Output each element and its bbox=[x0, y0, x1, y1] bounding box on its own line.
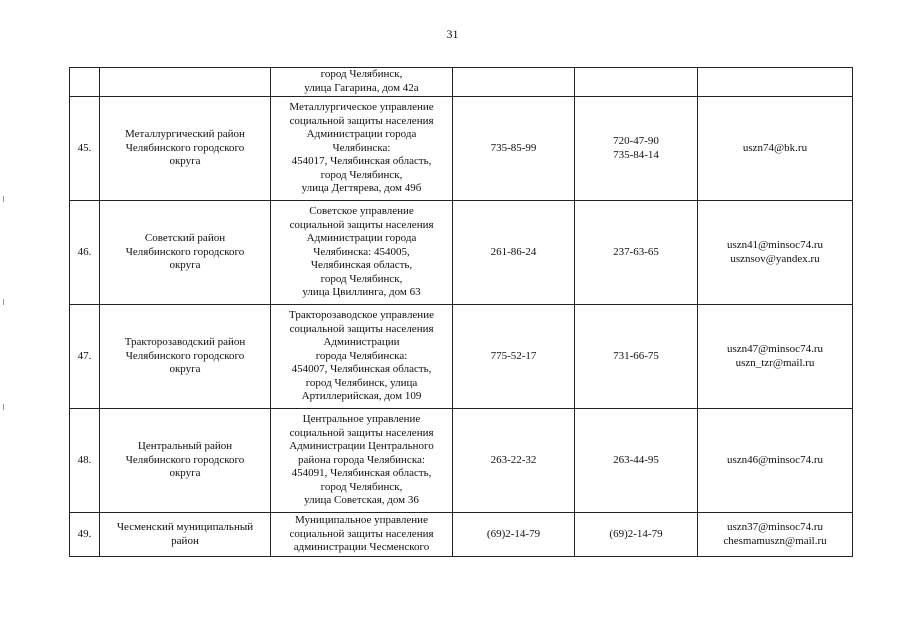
margin-mark bbox=[3, 404, 4, 410]
email-line: uszn47@minsoc74.ru bbox=[727, 342, 823, 355]
email-cell bbox=[698, 68, 853, 97]
district-cell bbox=[100, 305, 271, 409]
address-line: администрации Чесменского bbox=[293, 541, 430, 554]
address-cell bbox=[271, 513, 453, 557]
address-line: Тракторозаводское управление bbox=[289, 308, 434, 321]
row-number-cell: 45. bbox=[70, 97, 100, 201]
row-number-cell: 46. bbox=[70, 201, 100, 305]
address-line: Металлургическое управление bbox=[289, 100, 434, 113]
address-line: Муниципальное управление bbox=[295, 514, 428, 527]
address-line: социальной защиты населения bbox=[289, 426, 434, 439]
address-line: Челябинская область, bbox=[310, 259, 413, 272]
page-number: 31 bbox=[446, 27, 459, 41]
phone-cell bbox=[453, 201, 575, 305]
address-cell bbox=[271, 409, 453, 513]
district-line: Тракторозаводский район bbox=[124, 336, 246, 349]
phone-cell bbox=[453, 68, 575, 97]
address-line: социальной защиты населения bbox=[289, 527, 434, 540]
fax-cell bbox=[575, 305, 698, 409]
table-row bbox=[70, 201, 853, 305]
email-line: uszn37@minsoc74.ru bbox=[727, 520, 823, 533]
address-line: город Челябинск, bbox=[320, 68, 403, 81]
address-line: Администрации Центрального bbox=[289, 440, 434, 453]
fax-cell bbox=[575, 409, 698, 513]
email-line: uszn41@minsoc74.ru bbox=[727, 238, 823, 251]
district-line: Челябинского городского bbox=[125, 141, 245, 154]
phone-line: 261-86-24 bbox=[490, 245, 537, 258]
row-number-cell bbox=[70, 68, 100, 97]
district-line: округа bbox=[169, 467, 201, 480]
row-number-cell: 48. bbox=[70, 409, 100, 513]
email-cell bbox=[698, 409, 853, 513]
district-cell bbox=[100, 68, 271, 97]
email-cell bbox=[698, 305, 853, 409]
address-cell bbox=[271, 97, 453, 201]
phone-line: 735-85-99 bbox=[490, 141, 537, 154]
margin-mark bbox=[3, 299, 4, 305]
district-cell bbox=[100, 97, 271, 201]
fax-cell bbox=[575, 68, 698, 97]
registry-table bbox=[69, 67, 853, 557]
phone-line: 263-22-32 bbox=[490, 453, 537, 466]
district-line: Челябинского городского bbox=[125, 349, 245, 362]
table-row-continuation bbox=[70, 68, 853, 97]
table-row bbox=[70, 305, 853, 409]
district-line: район bbox=[171, 534, 199, 547]
district-line: округа bbox=[169, 259, 201, 272]
address-line: Артиллерийская, дом 109 bbox=[301, 390, 422, 403]
address-line: 454017, Челябинская область, bbox=[291, 155, 432, 168]
address-line: Администрации города bbox=[306, 128, 417, 141]
address-line: социальной защиты населения bbox=[289, 322, 434, 335]
address-line: социальной защиты населения bbox=[289, 218, 434, 231]
registry-table-body bbox=[70, 68, 853, 557]
margin-mark bbox=[3, 196, 4, 202]
address-line: Советское управление bbox=[309, 204, 414, 217]
fax-cell bbox=[575, 513, 698, 557]
district-line: округа bbox=[169, 363, 201, 376]
phone-line: 775-52-17 bbox=[490, 349, 537, 362]
address-line: город Челябинск, bbox=[320, 480, 403, 493]
address-line: улица Цвиллинга, дом 63 bbox=[302, 286, 421, 299]
email-line: uszn_tzr@mail.ru bbox=[735, 356, 815, 369]
address-cell bbox=[271, 68, 453, 97]
table-row bbox=[70, 409, 853, 513]
email-cell bbox=[698, 97, 853, 201]
district-cell bbox=[100, 513, 271, 557]
address-line: 454007, Челябинская область, bbox=[291, 363, 432, 376]
address-line: района города Челябинска: bbox=[298, 453, 425, 466]
fax-cell bbox=[575, 201, 698, 305]
email-line: usznsov@yandex.ru bbox=[730, 252, 820, 265]
address-line: город Челябинск, улица bbox=[305, 376, 418, 389]
phone-cell bbox=[453, 97, 575, 201]
table-row bbox=[70, 513, 853, 557]
address-line: улица Гагарина, дом 42а bbox=[304, 82, 419, 94]
district-line: Челябинского городского bbox=[125, 245, 245, 258]
address-line: социальной защиты населения bbox=[289, 114, 434, 127]
address-line: Администрации города bbox=[306, 232, 417, 245]
address-line: город Челябинск, bbox=[320, 168, 403, 181]
fax-cell bbox=[575, 97, 698, 201]
phone-cell bbox=[453, 409, 575, 513]
row-number-cell: 49. bbox=[70, 513, 100, 557]
email-line: uszn74@bk.ru bbox=[742, 141, 808, 154]
phone-line: (69)2-14-79 bbox=[486, 527, 541, 540]
email-line: chesmamuszn@mail.ru bbox=[723, 534, 827, 547]
table-row bbox=[70, 97, 853, 201]
district-line: Чесменский муниципальный bbox=[116, 520, 254, 533]
address-line: города Челябинска: bbox=[315, 349, 408, 362]
fax-line: 731-66-75 bbox=[613, 349, 659, 362]
fax-line: (69)2-14-79 bbox=[609, 527, 663, 540]
address-cell bbox=[271, 201, 453, 305]
fax-line: 263-44-95 bbox=[613, 453, 659, 466]
district-line: округа bbox=[169, 155, 201, 168]
district-line: Центральный район bbox=[137, 440, 233, 453]
phone-cell bbox=[453, 513, 575, 557]
fax-line: 237-63-65 bbox=[613, 245, 659, 258]
address-line: Челябинска: bbox=[332, 141, 391, 154]
email-line: uszn46@minsoc74.ru bbox=[727, 453, 823, 466]
address-line: улица Советская, дом 36 bbox=[304, 494, 419, 507]
email-cell bbox=[698, 513, 853, 557]
address-line: Челябинска: 454005, bbox=[313, 245, 410, 258]
fax-line: 720-47-90 bbox=[613, 134, 659, 147]
phone-cell bbox=[453, 305, 575, 409]
district-cell bbox=[100, 201, 271, 305]
address-line: Центральное управление bbox=[302, 412, 421, 425]
district-cell bbox=[100, 409, 271, 513]
address-cell bbox=[271, 305, 453, 409]
district-line: Советский район bbox=[144, 232, 226, 245]
district-line: Металлургический район bbox=[125, 128, 245, 141]
district-line: Челябинского городского bbox=[125, 453, 245, 466]
address-line: город Челябинск, bbox=[320, 272, 403, 285]
row-number-cell: 47. bbox=[70, 305, 100, 409]
address-line: 454091, Челябинская область, bbox=[291, 467, 432, 480]
address-line: улица Дегтярева, дом 49б bbox=[301, 182, 422, 195]
address-line: Администрации bbox=[323, 336, 400, 349]
fax-line: 735-84-14 bbox=[613, 148, 659, 161]
email-cell bbox=[698, 201, 853, 305]
